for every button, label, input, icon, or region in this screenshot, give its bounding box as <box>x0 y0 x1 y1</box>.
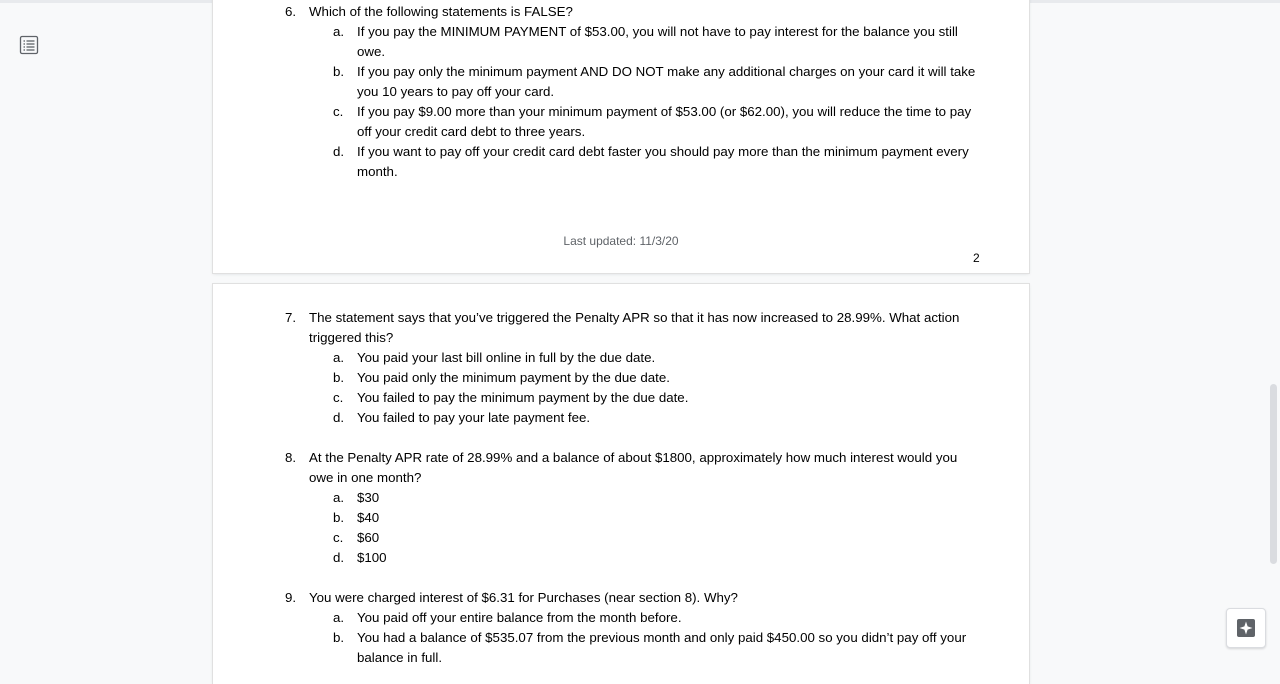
page-footer-last-updated: Last updated: 11/3/20 <box>563 234 679 248</box>
list-outline-icon <box>18 34 40 56</box>
option-letter: c. <box>333 390 344 405</box>
option-text: $100 <box>357 550 387 565</box>
document-page-3[interactable] <box>213 284 1029 684</box>
document-outline-button[interactable] <box>18 34 40 56</box>
option-text: $40 <box>357 510 380 525</box>
option-text: If you pay the MINIMUM PAYMENT of $53.00, you will not have to pay interest for the balance you still owe. <box>357 24 958 59</box>
option-letter: d. <box>333 410 345 425</box>
option-text: If you want to pay off your credit card debt faster you should pay more than the minimum payment every month. <box>357 144 969 179</box>
option-letter: c. <box>333 530 344 545</box>
question-text: You were charged interest of $6.31 for Purchases (near section 8). Why? <box>309 590 738 605</box>
option-text: You paid your last bill online in full by the due date. <box>357 350 656 365</box>
page-number: 2 <box>973 251 980 265</box>
question-text: Which of the following statements is FALSE? <box>309 4 573 19</box>
option-text: You failed to pay the minimum payment by the due date. <box>357 390 689 405</box>
option-text: If you pay only the minimum payment AND DO NOT make any additional charges on your card it will take you 10 years to pay off your card. <box>357 64 976 99</box>
explore-button[interactable] <box>1226 608 1266 648</box>
option-text: You had a balance of $535.07 from the previous month and only paid $450.00 so you didn’t pay off your balance in full. <box>357 630 967 665</box>
option-letter: b. <box>333 510 345 525</box>
question-text: At the Penalty APR rate of 28.99% and a balance of about $1800, approximately how much interest would you owe in one month? <box>309 450 958 485</box>
option-letter: a. <box>333 350 345 365</box>
option-letter: a. <box>333 24 345 39</box>
option-letter: d. <box>333 550 345 565</box>
option-text: You paid only the minimum payment by the due date. <box>357 370 670 385</box>
scrollbar-thumb[interactable] <box>1270 384 1277 564</box>
option-letter: c. <box>333 104 344 119</box>
explore-sparkle-icon <box>1227 609 1265 647</box>
option-text: If you pay $9.00 more than your minimum payment of $53.00 (or $62.00), you will reduce the time to pay off your credit card debt to three years. <box>357 104 972 139</box>
option-letter: b. <box>333 370 345 385</box>
vertical-scrollbar[interactable] <box>1266 0 1280 653</box>
document-page-2[interactable] <box>213 0 1029 273</box>
question-number: 8. <box>285 450 297 465</box>
option-text: You failed to pay your late payment fee. <box>357 410 591 425</box>
option-letter: b. <box>333 630 345 645</box>
option-text: $60 <box>357 530 380 545</box>
question-number: 6. <box>285 4 297 19</box>
option-text: $30 <box>357 490 380 505</box>
question-number: 7. <box>285 310 297 325</box>
option-letter: b. <box>333 64 345 79</box>
question-number: 9. <box>285 590 297 605</box>
option-letter: a. <box>333 610 345 625</box>
question-text: The statement says that you’ve triggered the Penalty APR so that it has now increased to 28.99%. What action triggered this? <box>309 310 960 345</box>
option-letter: a. <box>333 490 345 505</box>
option-letter: d. <box>333 144 345 159</box>
option-text: You paid off your entire balance from the month before. <box>357 610 682 625</box>
